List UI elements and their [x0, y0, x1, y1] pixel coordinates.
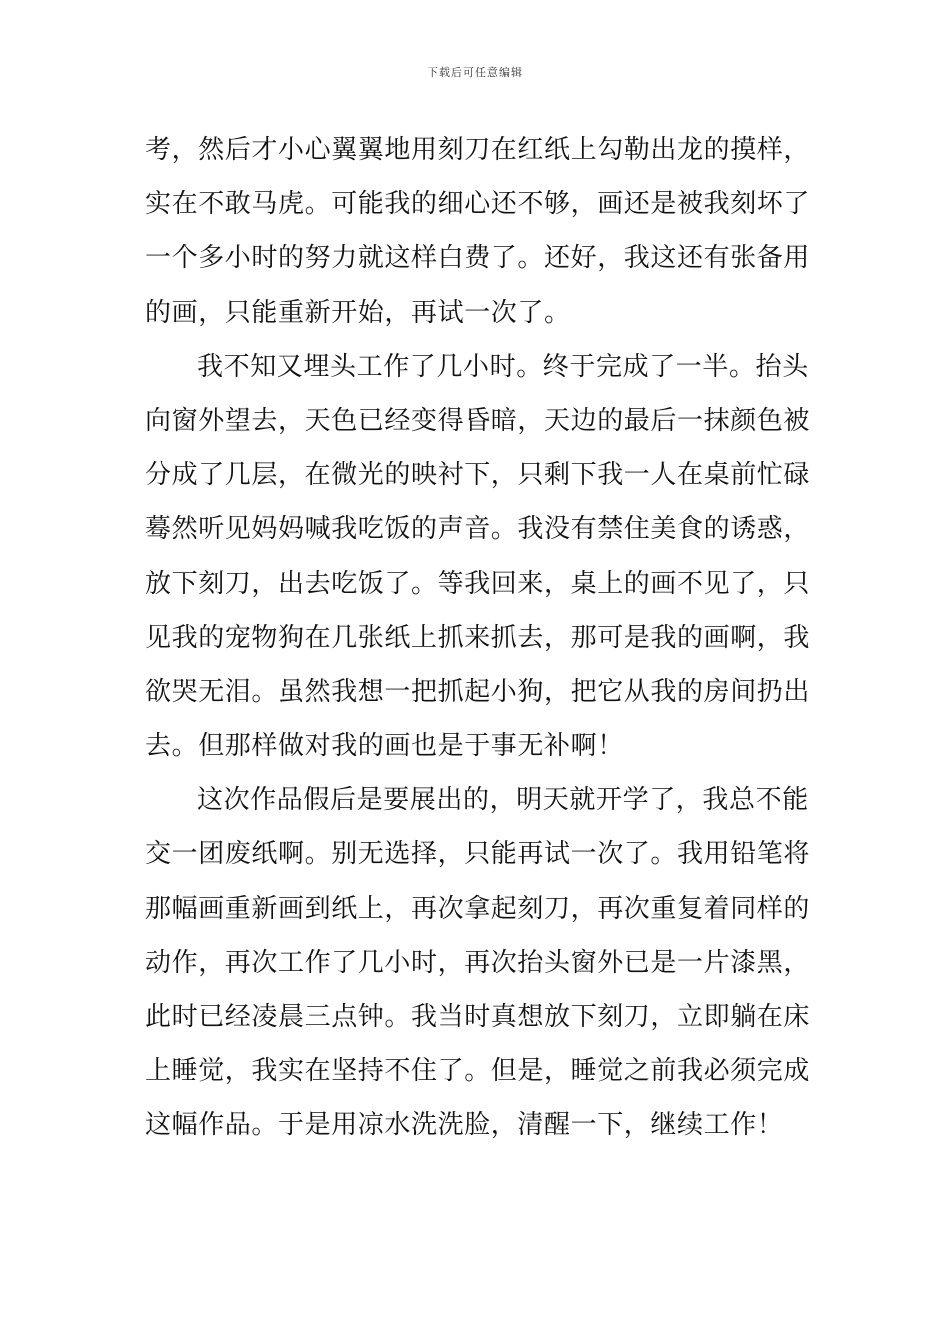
text-line: 分成了几层，在微光的映衬下，只剩下我一人在桌前忙碌 [145, 460, 811, 491]
text-line: 考，然后才小心翼翼地用刻刀在红纸上勾勒出龙的摸样， [145, 135, 811, 165]
text-line: 去。但那样做对我的画也是于事无补啊！ [145, 731, 624, 762]
text-line: 动作，再次工作了几小时，再次抬头窗外已是一片漆黑， [145, 947, 811, 978]
paragraph-3 [145, 773, 811, 1152]
text-line: 实在不敢马虎。可能我的细心还不够，画还是被我刻坏了 [145, 189, 811, 220]
paragraph-2 [145, 340, 811, 774]
text-line: 那幅画重新画到纸上，再次拿起刻刀，再次重复着同样的 [145, 893, 811, 924]
page-header: 下载后可任意编辑 [427, 66, 523, 79]
text-line: 的画，只能重新开始，再试一次了。 [145, 297, 571, 328]
text-line: 这次作品假后是要展出的，明天就开学了，我总不能 [197, 785, 809, 816]
text-line: 上睡觉，我实在坚持不住了。但是，睡觉之前我必须完成 [145, 1056, 811, 1087]
text-line: 这幅作品。于是用凉水洗洗脸，清醒一下，继续工作！ [145, 1110, 784, 1141]
text-line: 放下刻刀，出去吃饭了。等我回来，桌上的画不见了，只 [145, 568, 811, 599]
text-line: 欲哭无泪。虽然我想一把抓起小狗，把它从我的房间扔出 [145, 676, 811, 707]
text-line: 我不知又埋头工作了几小时。终于完成了一半。抬头 [197, 351, 809, 382]
paragraph-1 [145, 123, 811, 340]
text-line: 向窗外望去，天色已经变得昏暗，天边的最后一抹颜色被 [145, 405, 811, 436]
text-line: 见我的宠物狗在几张纸上抓来抓去，那可是我的画啊，我 [145, 622, 811, 653]
text-line: 蓦然听见妈妈喊我吃饭的声音。我没有禁住美食的诱惑， [145, 514, 811, 545]
text-line: 一个多小时的努力就这样白费了。还好，我这还有张备用 [145, 243, 811, 274]
text-line: 此时已经凌晨三点钟。我当时真想放下刻刀，立即躺在床 [145, 1002, 811, 1032]
document-body [145, 123, 811, 1153]
text-line: 交一团废纸啊。别无选择，只能再试一次了。我用铅笔将 [145, 839, 811, 870]
